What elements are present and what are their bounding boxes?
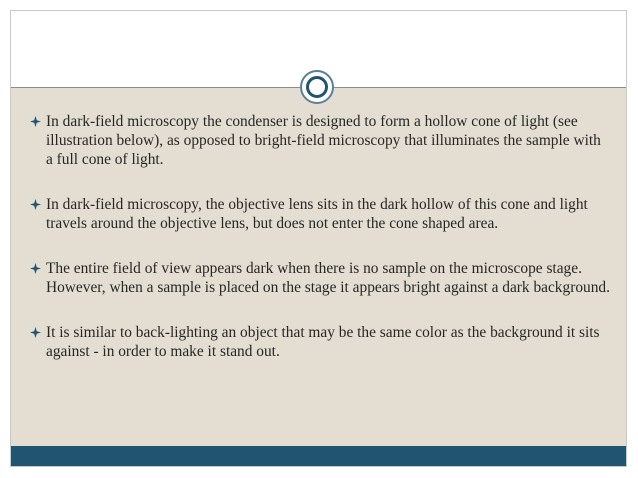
bullet-text: The entire field of view appears dark when there is no sample on the microscope stage. However, when a sample is placed on the stage it appears bright against a dark background.	[46, 260, 610, 296]
bullet-text: In dark-field microscopy the condenser is designed to form a hollow cone of light (see illustration below), as opposed to bright-field microscopy that illuminates the sample with a full cone of light.	[46, 113, 601, 168]
circle-ornament-icon	[300, 70, 334, 104]
bullet-list	[30, 112, 610, 361]
diamond-bullet-icon	[30, 263, 41, 274]
bullet-item	[30, 112, 610, 169]
bullet-item	[30, 259, 610, 297]
diamond-bullet-icon	[30, 199, 41, 210]
bullet-item	[30, 323, 610, 361]
diamond-bullet-icon	[30, 116, 41, 127]
diamond-bullet-icon	[30, 327, 41, 338]
footer-bar	[11, 446, 626, 466]
bullet-text: In dark-field microscopy, the objective lens sits in the dark hollow of this cone and light travels around the objective lens, but does not enter the cone shaped area.	[46, 196, 588, 232]
bullet-item	[30, 195, 610, 233]
bullet-text: It is similar to back-lighting an object that may be the same color as the background it sits against - in order to make it stand out.	[46, 324, 600, 360]
circle-ornament-inner	[306, 76, 328, 98]
